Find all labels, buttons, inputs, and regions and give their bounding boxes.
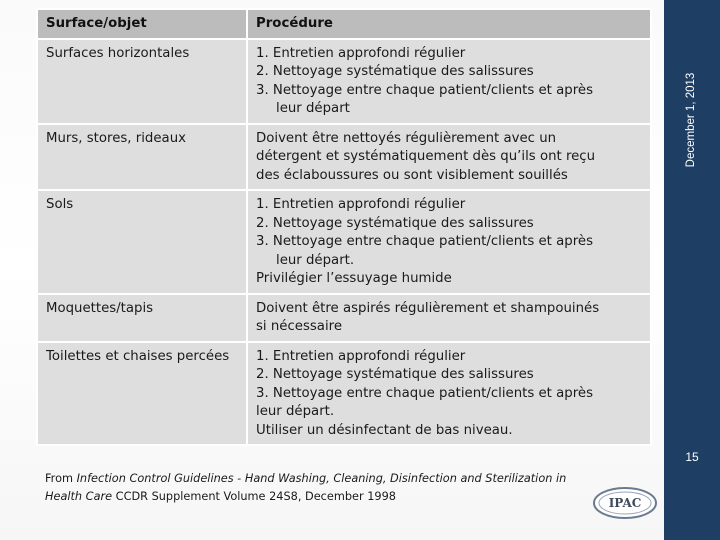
procedure-line: des éclaboussures ou sont visiblement souillés xyxy=(256,167,568,183)
table-row xyxy=(37,190,651,294)
procedure-cell xyxy=(247,342,651,446)
table-row xyxy=(37,124,651,191)
surface-cell: Surfaces horizontales xyxy=(37,39,247,124)
procedure-line: leur départ. xyxy=(276,252,355,268)
procedure-cell xyxy=(247,294,651,342)
procedure-line: si nécessaire xyxy=(256,319,343,334)
logo-text: IPAC xyxy=(608,496,642,510)
procedure-line: 2. Nettoyage systématique des salissures xyxy=(256,64,534,79)
caption-title: Infection Control Guidelines - Hand Washing, Cleaning, Disinfection and Sterilization in Health Care xyxy=(45,472,567,503)
table-row xyxy=(37,294,651,342)
procedure-line: leur départ. xyxy=(256,404,335,419)
surface-cell: Moquettes/tapis xyxy=(37,294,247,342)
caption-suffix: CCDR Supplement Volume 24S8, December 1998 xyxy=(112,490,396,503)
ipac-logo xyxy=(592,486,658,520)
procedure-line: Doivent être aspirés régulièrement et shampouinés xyxy=(256,300,600,316)
procedure-line: 3. Nettoyage entre chaque patient/clients et après xyxy=(256,234,593,249)
caption-prefix: From xyxy=(45,472,77,485)
procedure-line: 3. Nettoyage entre chaque patient/clients et après xyxy=(256,385,593,401)
page-number: 15 xyxy=(685,450,699,464)
source-caption xyxy=(45,470,605,506)
procedure-line: Utiliser un désinfectant de bas niveau. xyxy=(256,422,513,438)
procedure-line: 1. Entretien approfondi régulier xyxy=(256,348,466,364)
table-row xyxy=(37,342,651,446)
procedure-line: détergent et systématiquement dès qu’ils ont reçu xyxy=(256,149,596,164)
procedure-line: leur départ xyxy=(276,101,350,116)
header-surface: Surface/objet xyxy=(37,9,247,39)
procedure-cell xyxy=(247,39,651,124)
procedure-cell xyxy=(247,124,651,191)
sidebar-date: December 1, 2013 xyxy=(685,72,697,168)
table-row xyxy=(37,39,651,124)
header-procedure: Procédure xyxy=(247,9,651,39)
procedure-cell xyxy=(247,190,651,294)
procedure-line: 2. Nettoyage systématique des salissures xyxy=(256,367,534,382)
cleaning-procedures-table xyxy=(36,8,652,446)
procedure-line: 1. Entretien approfondi régulier xyxy=(256,197,466,212)
procedure-line: 3. Nettoyage entre chaque patient/clients et après xyxy=(256,82,593,98)
surface-cell: Toilettes et chaises percées xyxy=(37,342,247,446)
surface-cell: Sols xyxy=(37,190,247,294)
procedure-line: Doivent être nettoyés régulièrement avec un xyxy=(256,130,557,146)
procedure-line: Privilégier l’essuyage humide xyxy=(256,271,452,286)
procedure-line: 1. Entretien approfondi régulier xyxy=(256,45,466,61)
table-header-row xyxy=(37,9,651,39)
surface-cell: Murs, stores, rideaux xyxy=(37,124,247,191)
procedure-line: 2. Nettoyage systématique des salissures xyxy=(256,215,534,231)
